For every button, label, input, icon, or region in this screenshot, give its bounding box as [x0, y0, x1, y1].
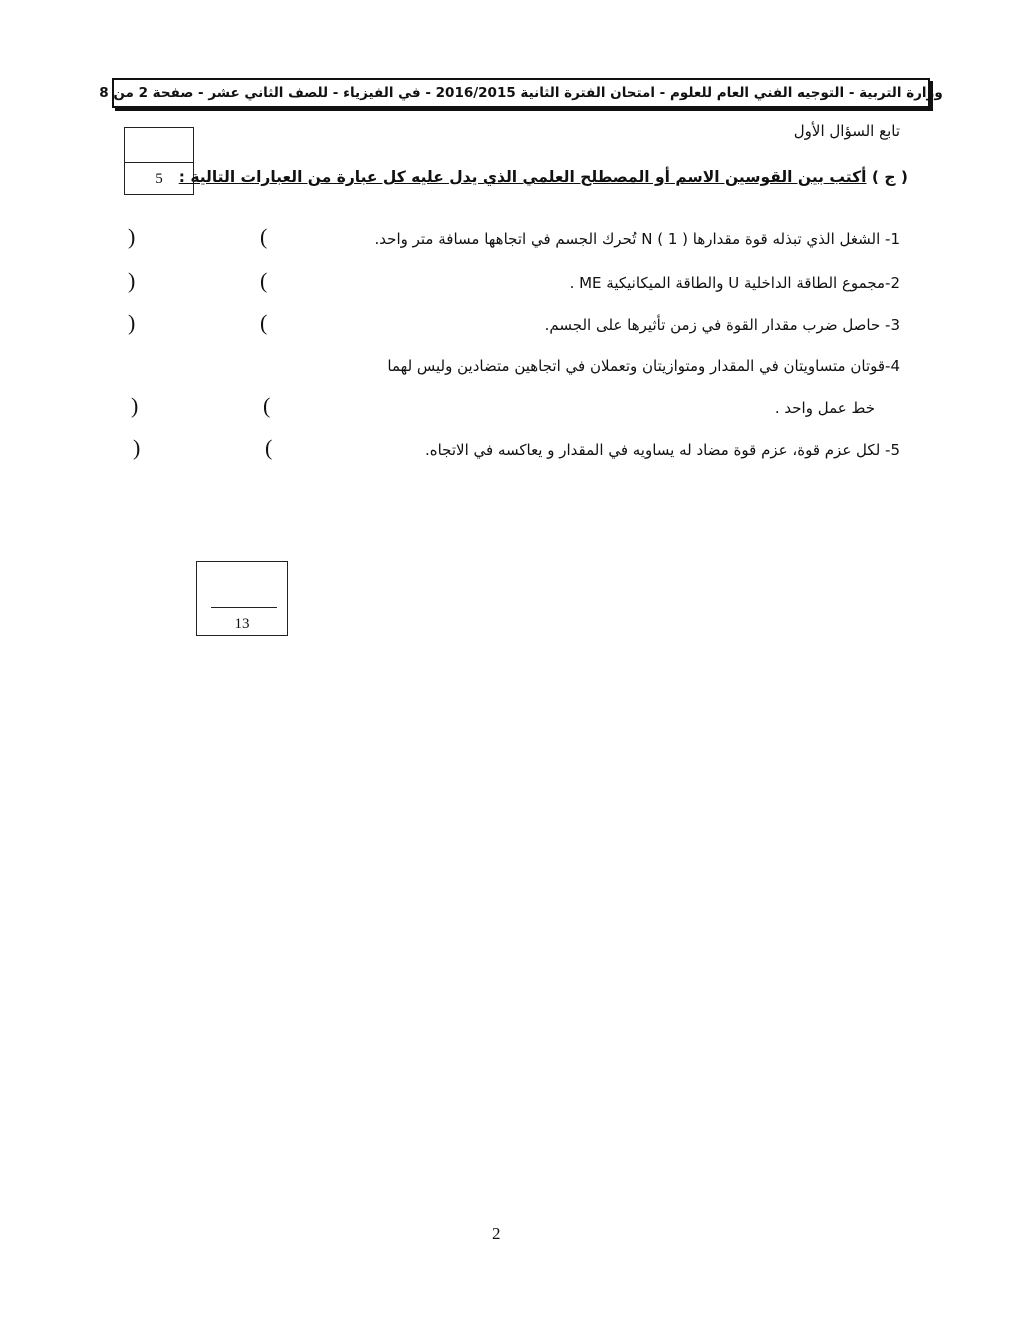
- answer-close-paren-3: ): [128, 310, 136, 335]
- answer-open-paren-1: (: [260, 224, 268, 249]
- item-3: 3- حاصل ضرب مقدار القوة في زمن تأثيرها على الجسم.: [544, 316, 900, 334]
- answer-open-paren-2: (: [260, 268, 268, 293]
- instruction-text: أكتب بين القوسين الاسم أو المصطلح العلمي الذي يدل عليه كل عبارة من العبارات التالية :: [178, 168, 867, 186]
- instruction-prefix: ( ج ): [871, 168, 908, 186]
- exam-header: [99, 78, 943, 108]
- page-number: 2: [492, 1224, 501, 1243]
- instruction: [179, 168, 908, 186]
- item-5: 5- لكل عزم قوة، عزم قوة مضاد له يساويه في المقدار و يعاكسه في الاتجاه.: [424, 441, 900, 459]
- answer-open-paren-3: (: [260, 310, 268, 335]
- header-text: وزارة التربية - التوجيه الفني العام للعلوم - امتحان الفترة الثانية 2016/2015 - في الفيزياء - للصف الثاني عشر - صفحة 2 من 8: [99, 85, 943, 101]
- total-score-box: [196, 561, 288, 636]
- item-4-line-1: 4-قوتان متساويتان في المقدار ومتوازيتان وتعملان في اتجاهين متضادين وليس لهما: [387, 357, 900, 375]
- answer-open-paren-5: (: [265, 435, 273, 460]
- score-value: 5: [155, 171, 163, 187]
- item-4-line-2: خط عمل واحد .: [774, 399, 875, 417]
- answer-close-paren-1: ): [128, 224, 136, 249]
- answer-close-paren-5: ): [133, 435, 141, 460]
- answer-open-paren-4: (: [263, 393, 271, 418]
- item-2: 2-مجموع الطاقة الداخلية U والطاقة الميكانيكية ME .: [569, 274, 900, 292]
- answer-close-paren-2: ): [128, 268, 136, 293]
- item-1: 1- الشغل الذي تبذله قوة مقدارها N ( 1 ) تُحرك الجسم في اتجاهها مسافة متر واحد.: [374, 230, 900, 248]
- total-score-value: 13: [234, 616, 250, 632]
- continue-label: تابع السؤال الأول: [793, 122, 900, 140]
- answer-close-paren-4: ): [131, 393, 139, 418]
